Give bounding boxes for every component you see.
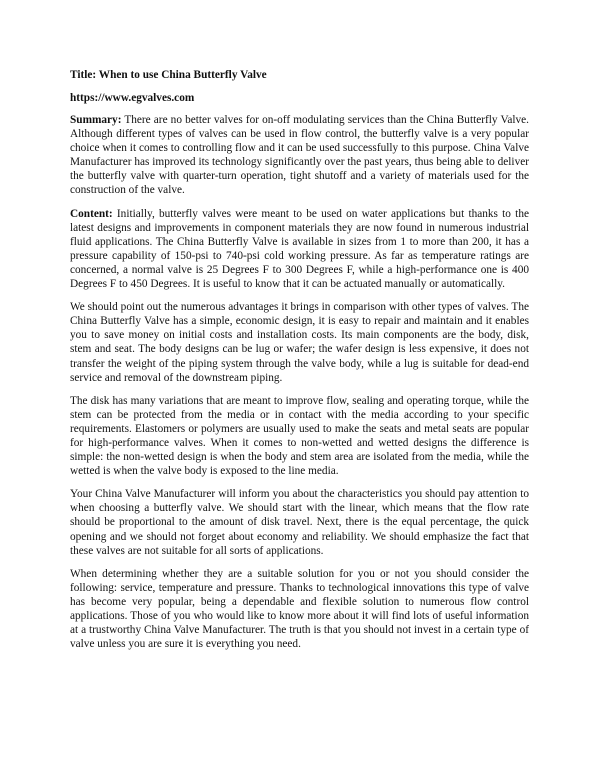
document-body bbox=[70, 68, 529, 660]
content-paragraph bbox=[70, 207, 529, 292]
body-paragraph-disk: The disk has many variations that are meant to improve flow, sealing and operating torque, while the stem can be protected from the media or in contact with the media according to your specific requirements. Elastomers or polymers are usually used to make the seats and metal seats are popular for high-performance valves. When it comes to non-wetted and wetted designs the difference is simple: the non-wetted design is when the body and stem area are isolated from the media, while the wetted is when the valve body is exposed to the line media. bbox=[70, 394, 529, 478]
summary-paragraph bbox=[70, 113, 529, 198]
body-paragraph-advantages: We should point out the numerous advantages it brings in comparison with other types of valves. The China Butterfly Valve has a simple, economic design, it is easy to repair and maintain and it enables you to save money on initial costs and installation costs. Its main components are the body, disk, stem and seat. The body designs can be lug or wafer; the wafer design is less expensive, it does not transfer the weight of the piping system through the valve body, while a lug is suitable for dead-end service and removal of the downstream piping. bbox=[70, 301, 529, 384]
document-title: Title: When to use China Butterfly Valve bbox=[70, 69, 267, 81]
document-url: https://www.egvalves.com bbox=[70, 92, 195, 104]
summary-label: Summary: bbox=[70, 114, 122, 126]
body-paragraph-conclusion: When determining whether they are a suitable solution for you or not you should consider the following: service, temperature and pressure. Thanks to technological innovations this type of valve has become very popular, being a dependable and flexible solution to numerous flow control applications. Those of you who would like to know more about it will find lots of useful information at a trustworthy China Valve Manufacturer. The truth is that you should not invest in a certain type of valve unless you are sure it is everything you need. bbox=[70, 567, 529, 651]
body-paragraph-characteristics: Your China Valve Manufacturer will inform you about the characteristics you should pay attention to when choosing a butterfly valve. We should start with the linear, which means that the flow rate should be proportional to the amount of disk travel. Next, there is the equal percentage, the quick opening and we should not forget about economy and reliability. We should emphasize the fact that these valves are not suitable for all sorts of applications. bbox=[70, 488, 529, 557]
summary-text: There are no better valves for on-off modulating services than the China Butterfly Valve. Although different types of valves can be used in flow control, the butterfly valve is a very popular choice when it comes to controlling flow and it can be used successfully to this purpose. China Valve Manufacturer has improved its technology significantly over the past years, thus being able to deliver the butterfly valve with quarter-turn operation, tight shutoff and a variety of materials used for the construction of the valve. bbox=[70, 114, 529, 197]
content-text: Initially, butterfly valves were meant to be used on water applications but thanks to the latest designs and improvements in component materials they are now found in numerous industrial fluid applications. The China Butterfly Valve is available in sizes from 1 to more than 200, it has a pressure capability of 150-psi to 740-psi cold working pressure. As far as temperature ratings are concerned, a normal valve is 25 Degrees F to 300 Degrees F, while a high-performance one is 400 Degrees F to 450 Degrees. It is useful to know that it can be actuated manually or automatically. bbox=[70, 207, 529, 291]
content-label: Content: bbox=[70, 207, 113, 220]
